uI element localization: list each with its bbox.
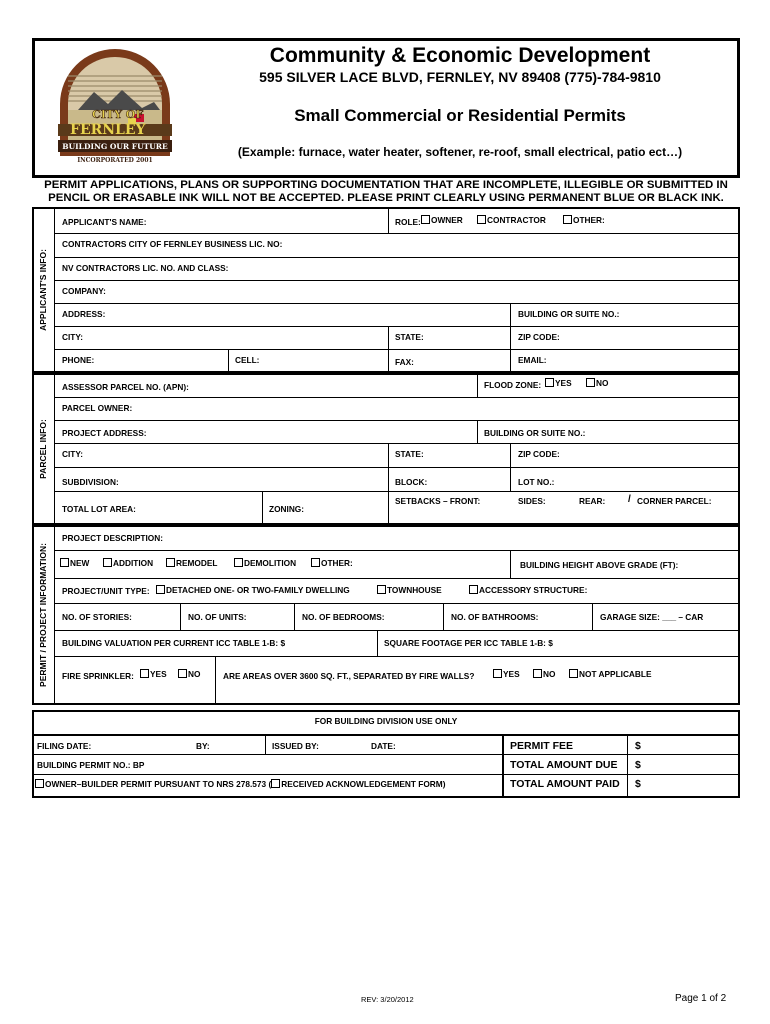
- permit-fee-label: PERMIT FEE: [510, 740, 574, 752]
- parcel-state-label: STATE:: [395, 449, 424, 459]
- nv-lic-label: NV CONTRACTORS LIC. NO. AND CLASS:: [62, 263, 229, 273]
- parcel-building-suite-label: BUILDING OR SUITE NO.:: [484, 428, 586, 438]
- parcel-side-label: PARCEL INFO:: [38, 419, 48, 479]
- fax-label: FAX:: [395, 357, 414, 367]
- sprinkler-label: FIRE SPRINKLER:: [62, 671, 134, 681]
- unit-townhouse[interactable]: TOWNHOUSE: [377, 585, 442, 595]
- cell-label: CELL:: [235, 355, 260, 365]
- firewall-na-checkbox[interactable]: [569, 669, 578, 678]
- warning-notice: [30, 179, 742, 205]
- firewall-yes-checkbox[interactable]: [493, 669, 502, 678]
- address-line: 595 SILVER LACE BLVD, FERNLEY, NV 89408 (775)-784-9810: [259, 69, 661, 85]
- bedrooms-label: NO. OF BEDROOMS:: [302, 612, 385, 622]
- logo-line1: CITY OF: [92, 108, 144, 121]
- firewall-no-checkbox[interactable]: [533, 669, 542, 678]
- parcel-section: [32, 373, 740, 525]
- sprinkler-yes-checkbox[interactable]: [140, 669, 149, 678]
- subdivision-label: SUBDIVISION:: [62, 477, 119, 487]
- office-use-heading: FOR BUILDING DIVISION USE ONLY: [314, 716, 458, 726]
- firewall-yes[interactable]: YES: [493, 669, 520, 679]
- type-addition[interactable]: ADDITION: [103, 558, 153, 568]
- flood-no[interactable]: NO: [586, 378, 608, 388]
- issued-by-label: ISSUED BY:: [272, 741, 319, 751]
- type-remodel[interactable]: REMODEL: [166, 558, 218, 568]
- permit-fee-dollar: $: [635, 740, 641, 752]
- owner-builder-row[interactable]: OWNER–BUILDER PERMIT PURSUANT TO NRS 278.573 ( RECEIVED ACKNOWLEDGEMENT FORM): [35, 779, 445, 789]
- flood-yes[interactable]: YES: [545, 378, 572, 388]
- firewall-na[interactable]: NOT APPLICABLE: [569, 669, 652, 679]
- page-number: Page 1 of 2: [675, 993, 727, 1004]
- garage-label: GARAGE SIZE: ___ – CAR: [600, 612, 704, 622]
- acknowledgement-checkbox[interactable]: [271, 779, 280, 788]
- setbacks-rear-label: REAR:: [579, 496, 606, 506]
- setbacks-sides-label: SIDES:: [518, 496, 546, 506]
- zoning-label: ZONING:: [269, 504, 305, 514]
- office-date-label: DATE:: [371, 741, 396, 751]
- project-description-label: PROJECT DESCRIPTION:: [62, 533, 163, 543]
- townhouse-checkbox[interactable]: [377, 585, 386, 594]
- detached-checkbox[interactable]: [156, 585, 165, 594]
- firewall-question: ARE AREAS OVER 3600 SQ. FT., SEPARATED BY FIRE WALLS?: [223, 671, 475, 681]
- sprinkler-no-checkbox[interactable]: [178, 669, 187, 678]
- zip-label: ZIP CODE:: [518, 332, 560, 342]
- contractor-checkbox[interactable]: [477, 215, 486, 224]
- form-title: Small Commercial or Residential Permits: [294, 106, 626, 125]
- sqft-label: SQUARE FOOTAGE PER ICC TABLE 1-B: $: [384, 638, 553, 648]
- role-owner[interactable]: OWNER: [421, 215, 463, 225]
- stories-label: NO. OF STORIES:: [62, 612, 132, 622]
- flood-yes-checkbox[interactable]: [545, 378, 554, 387]
- company-label: COMPANY:: [62, 286, 106, 296]
- corner-parcel-label: CORNER PARCEL:: [637, 496, 712, 506]
- filing-date-label: FILING DATE:: [37, 741, 92, 751]
- flood-no-checkbox[interactable]: [586, 378, 595, 387]
- type-new[interactable]: NEW: [60, 558, 89, 568]
- parcel-city-label: CITY:: [62, 449, 84, 459]
- units-label: NO. OF UNITS:: [188, 612, 247, 622]
- project-address-label: PROJECT ADDRESS:: [62, 428, 147, 438]
- permit-no-label: BUILDING PERMIT NO.: BP: [37, 760, 145, 770]
- amount-due-label: TOTAL AMOUNT DUE: [510, 759, 618, 771]
- amount-due-dollar: $: [635, 759, 641, 771]
- address-label: ADDRESS:: [62, 309, 106, 319]
- logo-line2: FERNLEY: [70, 122, 146, 138]
- block-label: BLOCK:: [395, 477, 428, 487]
- parcel-zip-label: ZIP CODE:: [518, 449, 560, 459]
- role-contractor[interactable]: CONTRACTOR: [477, 215, 546, 225]
- valuation-label: BUILDING VALUATION PER CURRENT ICC TABLE 1-B: $: [62, 638, 286, 648]
- bathrooms-label: NO. OF BATHROOMS:: [451, 612, 539, 622]
- email-label: EMAIL:: [518, 355, 547, 365]
- logo-incorporated: INCORPORATED 2001: [77, 157, 153, 164]
- role-other[interactable]: OTHER:: [563, 215, 605, 225]
- owner-checkbox[interactable]: [421, 215, 430, 224]
- project-side-label: PERMIT / PROJECT INFORMATION:: [38, 543, 48, 687]
- form-example: (Example: furnace, water heater, softener, re-roof, small electrical, patio ect…): [237, 145, 683, 159]
- height-label: BUILDING HEIGHT ABOVE GRADE (FT):: [520, 560, 679, 570]
- warning-line2: PENCIL OR ERASABLE INK WILL NOT BE ACCEPTED. PLEASE PRINT CLEARLY USING PERMANENT BLUE OR BLACK INK.: [48, 192, 724, 204]
- type-demolition[interactable]: DEMOLITION: [234, 558, 296, 568]
- firewall-no[interactable]: NO: [533, 669, 555, 679]
- apn-label: ASSESSOR PARCEL NO. (APN):: [62, 382, 189, 392]
- applicant-name-label: APPLICANT'S NAME:: [62, 217, 147, 227]
- setbacks-front-label: SETBACKS – FRONT:: [395, 496, 481, 506]
- project-other-checkbox[interactable]: [311, 558, 320, 567]
- remodel-checkbox[interactable]: [166, 558, 175, 567]
- role-label: ROLE:: [395, 217, 421, 227]
- demolition-checkbox[interactable]: [234, 558, 243, 567]
- logo-motto: BUILDING OUR FUTURE: [62, 142, 168, 151]
- by-label: BY:: [196, 741, 210, 751]
- lot-label: LOT NO.:: [518, 477, 555, 487]
- state-label: STATE:: [395, 332, 424, 342]
- applicant-side-label: APPLICANT'S INFO:: [38, 249, 48, 331]
- lot-area-label: TOTAL LOT AREA:: [62, 504, 136, 514]
- addition-checkbox[interactable]: [103, 558, 112, 567]
- building-suite-label: BUILDING OR SUITE NO.:: [518, 309, 620, 319]
- other-checkbox[interactable]: [563, 215, 572, 224]
- type-other[interactable]: OTHER:: [311, 558, 353, 568]
- unit-accessory[interactable]: ACCESSORY STRUCTURE:: [469, 585, 587, 595]
- flood-zone-label: FLOOD ZONE:: [484, 380, 542, 390]
- new-checkbox[interactable]: [60, 558, 69, 567]
- city-logo: [50, 44, 180, 174]
- revision-date: REV: 3/20/2012: [361, 995, 414, 1004]
- amount-paid-label: TOTAL AMOUNT PAID: [510, 778, 620, 790]
- parcel-owner-label: PARCEL OWNER:: [62, 403, 133, 413]
- accessory-checkbox[interactable]: [469, 585, 478, 594]
- unit-detached[interactable]: DETACHED ONE- OR TWO-FAMILY DWELLING: [156, 585, 350, 595]
- page-title: Community & Economic Development: [269, 44, 651, 67]
- warning-line1: PERMIT APPLICATIONS, PLANS OR SUPPORTING DOCUMENTATION THAT ARE INCOMPLETE, ILLEGIBLE OR SUBMITTED IN: [44, 179, 728, 191]
- owner-builder-checkbox[interactable]: [35, 779, 44, 788]
- sprinkler-no[interactable]: NO: [178, 669, 200, 679]
- amount-paid-dollar: $: [635, 778, 641, 790]
- setbacks-slash: /: [628, 494, 631, 505]
- city-label: CITY:: [62, 332, 84, 342]
- sprinkler-yes[interactable]: YES: [140, 669, 167, 679]
- phone-label: PHONE:: [62, 355, 95, 365]
- unit-type-label: PROJECT/UNIT TYPE:: [62, 586, 150, 596]
- business-lic-label: CONTRACTORS CITY OF FERNLEY BUSINESS LIC. NO:: [62, 239, 283, 249]
